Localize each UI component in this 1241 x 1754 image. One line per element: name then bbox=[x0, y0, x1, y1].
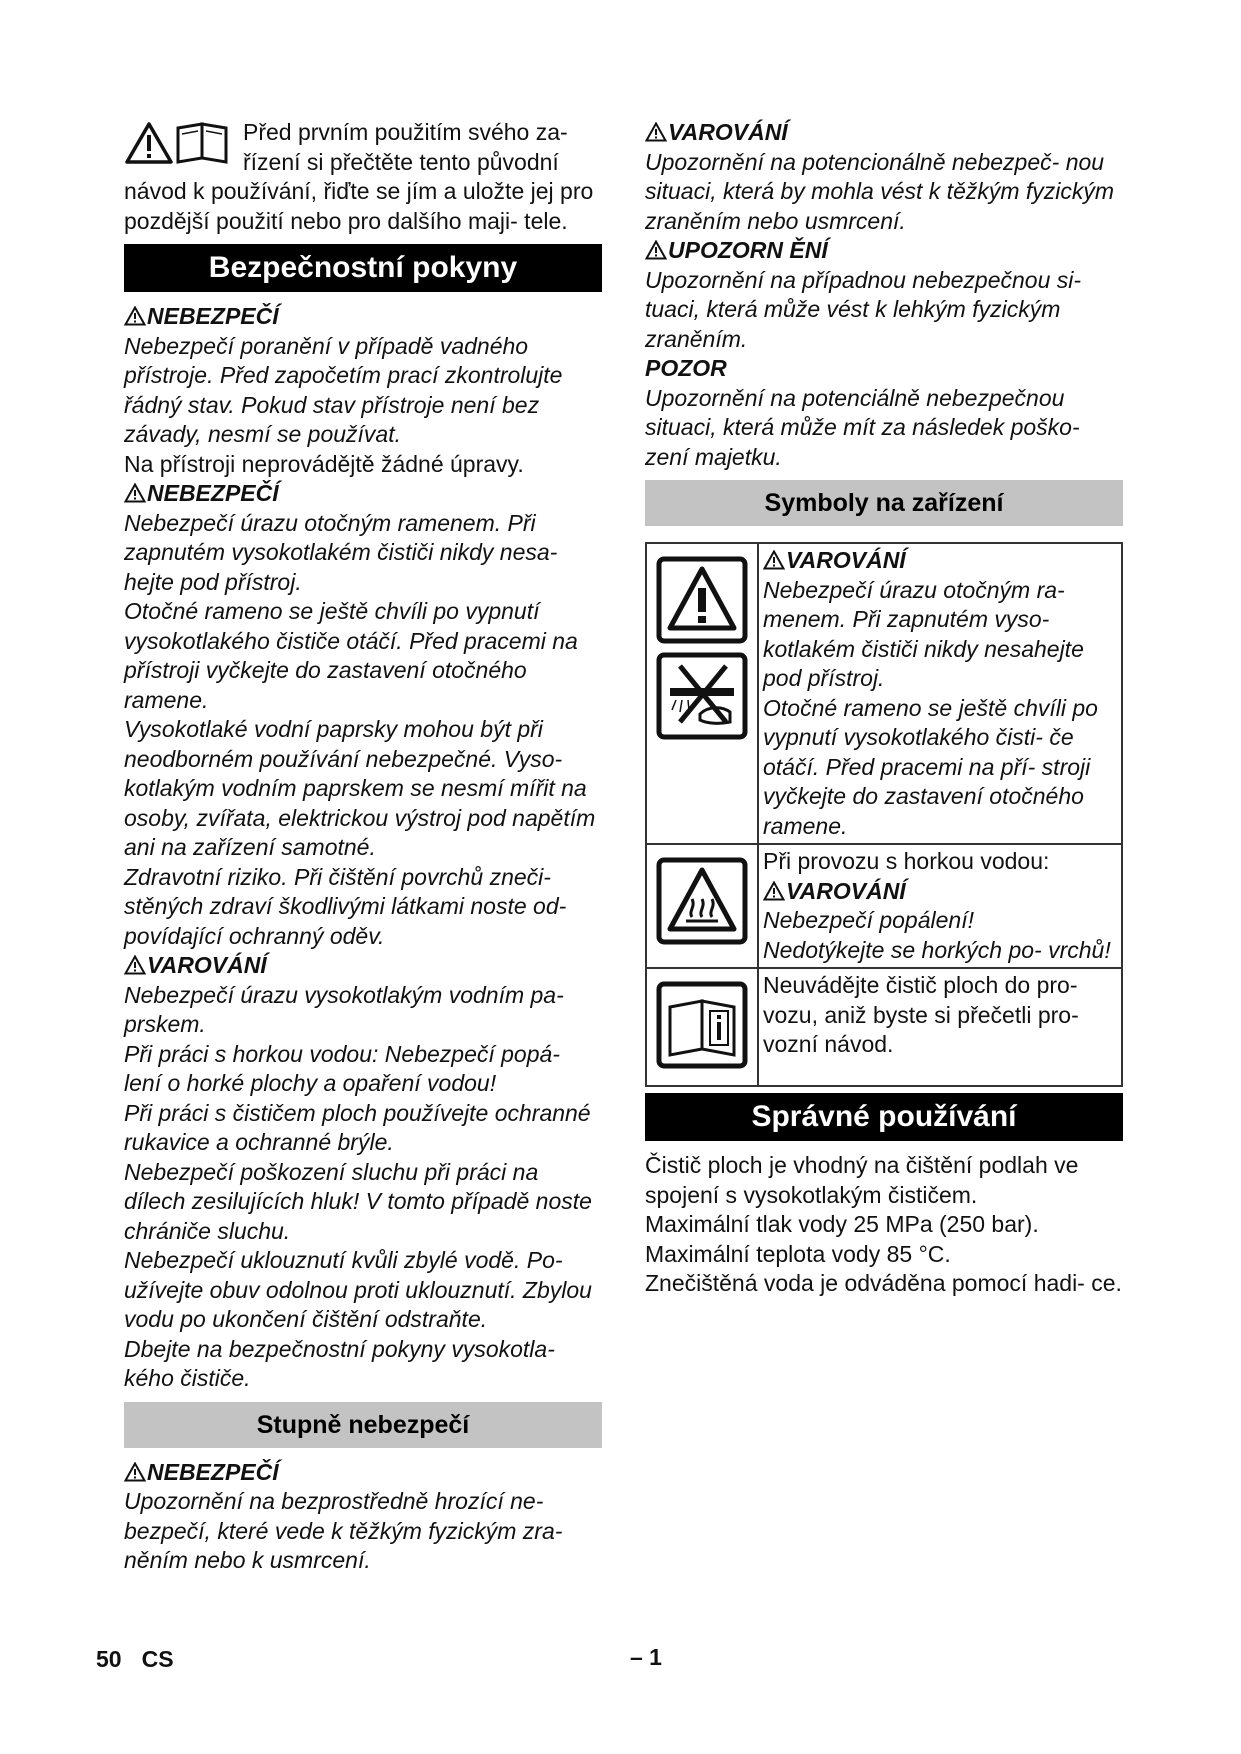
warning-label: VAROVÁNÍ bbox=[124, 951, 602, 981]
right-column bbox=[645, 118, 1123, 1299]
symbols-text-cell bbox=[758, 844, 1122, 968]
warning-paragraph: Nebezpečí uklouznutí kvůli zbylé vodě. Po- užívejte obuv odolnou proti uklouznutí. Zbylou vodu po ukončení čištění odstraňte. bbox=[124, 1247, 592, 1332]
warning-manual-icon bbox=[124, 120, 236, 166]
level-danger-text: Upozornění na bezprostředně hrozící ne- bezpečí, které vede k těžkým fyzickým zra- něním nebo k usmrcení. bbox=[124, 1488, 563, 1573]
language-code: CS bbox=[141, 1646, 174, 1672]
proper-use-heading: Správné používání bbox=[645, 1093, 1123, 1141]
symbols-text-cell bbox=[758, 543, 1122, 844]
symbols-row-rotating-arm bbox=[646, 543, 1122, 844]
danger-paragraph: Zdravotní riziko. Při čištění povrchů zneči- stěných zdraví škodlivými látkami noste od- povídající ochranný oděv. bbox=[124, 863, 567, 949]
level-notice-text: Upozornění na potenciálně nebezpečnou situaci, která může mít za následek poško- zení majetku. bbox=[645, 384, 1080, 470]
danger-label-2: NEBEZPEČÍ bbox=[124, 479, 602, 509]
hot-surface-icon bbox=[656, 857, 748, 945]
warning-icon bbox=[763, 881, 785, 901]
warning-icon bbox=[124, 1462, 146, 1482]
level-danger-label: NEBEZPEČÍ bbox=[124, 1458, 602, 1488]
symbols-row1-text-2: Otočné rameno se ještě chvíli po vypnutí vysokotlakého čisti- če otáčí. Před pracemi na pří- stroji vyčkejte do zastavení otočného ramene. bbox=[763, 694, 1098, 839]
level-warning-label: VAROVÁNÍ bbox=[645, 118, 1123, 148]
warning-icon bbox=[124, 483, 146, 503]
danger-paragraph: Vysokotlaké vodní paprsky mohou být při neodborném používání nebezpečné. Vyso- kotlakým vodním paprskem se nesmí mířit na osoby, zvířata, elektrickou výstroj pod napětím ani na zařízení samotné. bbox=[124, 716, 596, 860]
intro-block bbox=[124, 118, 602, 236]
intro-line-2: řízení si přečtěte tento původní bbox=[243, 148, 559, 175]
hazard-levels-heading: Stupně nebezpečí bbox=[124, 1402, 602, 1448]
no-hand-under-device-icon bbox=[656, 652, 748, 740]
warning-paragraph: Nebezpečí poškození sluchu při práci na dílech zesilujících hluk! V tomto případě noste chrániče sluchu. bbox=[124, 1158, 592, 1244]
usage-line: Čistič ploch je vhodný na čištění podlah ve spojení s vysokotlakým čističem. bbox=[645, 1152, 1079, 1208]
danger-text-1: Nebezpečí poranění v případě vadného přístroje. Před započetím prací zkontrolujte řádný stav. Pokud stav přístroje není bez závady, nesmí se používat. bbox=[124, 332, 563, 447]
warning-paragraph: Při práci s čističem ploch používejte ochranné rukavice a ochranné brýle. bbox=[124, 1099, 591, 1155]
symbols-row2-intro: Při provozu s horkou vodou: bbox=[763, 848, 1050, 874]
symbols-warning-label: VAROVÁNÍ bbox=[763, 877, 1117, 907]
danger-note-1: Na přístroji neprovádějtě žádné úpravy. bbox=[124, 450, 524, 477]
danger-label-1: NEBEZPEČÍ bbox=[124, 302, 602, 332]
symbols-icon-cell bbox=[646, 844, 758, 968]
symbols-row2-text-1: Nebezpečí popálení! bbox=[763, 907, 974, 933]
page-number: 50 bbox=[96, 1646, 122, 1672]
symbols-row-hot-surface bbox=[646, 844, 1122, 968]
warning-icon bbox=[124, 955, 146, 975]
warning-icon bbox=[645, 240, 667, 260]
left-column bbox=[124, 118, 602, 1576]
read-manual-icon bbox=[656, 981, 748, 1069]
warning-sign-icon bbox=[656, 556, 748, 644]
intro-text: návod k používání, řiďte se jím a uložte jej pro pozdější použití nebo pro dalšího maji- tele. bbox=[124, 178, 594, 234]
symbols-table bbox=[645, 542, 1123, 1087]
usage-line: Maximální teplota vody 85 °C. bbox=[645, 1240, 951, 1267]
symbols-row-read-manual bbox=[646, 968, 1122, 1086]
level-notice-label: POZOR bbox=[645, 355, 727, 381]
warning-paragraph: Nebezpečí úrazu vysokotlakým vodním pa- prskem. bbox=[124, 981, 564, 1037]
warning-paragraph: Dbejte na bezpečnostní pokyny vysokotla- kého čističe. bbox=[124, 1335, 555, 1391]
usage-line: Znečištěná voda je odváděna pomocí hadi- ce. bbox=[645, 1270, 1122, 1296]
device-symbols-heading: Symboly na zařízení bbox=[645, 480, 1123, 526]
symbols-icon-cell bbox=[646, 543, 758, 844]
page-center-marker: – 1 bbox=[630, 1644, 662, 1670]
symbols-row1-text-1: Nebezpečí úrazu otočným ra- menem. Při zapnutém vyso- kotlakém čističi nikdy nesahejte pod přístroj. bbox=[763, 576, 1084, 691]
warning-icon bbox=[124, 306, 146, 326]
page-footer bbox=[96, 1645, 174, 1675]
symbols-row3-text: Neuvádějte čistič ploch do pro- vozu, aniž byste si přečetli pro- vozní návod. bbox=[763, 972, 1079, 1057]
level-warning-text: Upozornění na potencionálně nebezpeč- nou situaci, která by mohla vést k těžkým fyzickým zraněním nebo usmrcení. bbox=[645, 148, 1115, 234]
usage-line: Maximální tlak vody 25 MPa (250 bar). bbox=[645, 1211, 1039, 1237]
intro-line-1: Před prvním použitím svého za- bbox=[243, 119, 568, 145]
danger-paragraph: Otočné rameno se ještě chvíli po vypnutí vysokotlakého čističe otáčí. Před pracemi na přístroji vyčkejte do zastavení otočného ramene. bbox=[124, 598, 578, 713]
warning-icon bbox=[645, 122, 667, 142]
warning-icon bbox=[763, 550, 785, 570]
symbols-warning-label: VAROVÁNÍ bbox=[763, 546, 1117, 576]
warning-paragraph: Při práci s horkou vodou: Nebezpečí popá- lení o horké plochy a opaření vodou! bbox=[124, 1040, 560, 1096]
level-caution-label: UPOZORN ĚNÍ bbox=[645, 236, 1123, 266]
symbols-text-cell bbox=[758, 968, 1122, 1086]
safety-instructions-heading: Bezpečnostní pokyny bbox=[124, 244, 602, 292]
level-caution-text: Upozornění na případnou nebezpečnou si- tuaci, která může vést k lehkým fyzickým zraněním. bbox=[645, 266, 1082, 352]
symbols-row2-text-2: Nedotýkejte se horkých po- vrchů! bbox=[763, 936, 1111, 963]
danger-paragraph: Nebezpečí úrazu otočným ramenem. Při zapnutém vysokotlakém čističi nikdy nesa- hejte pod přístroj. bbox=[124, 509, 558, 595]
symbols-icon-cell bbox=[646, 968, 758, 1086]
